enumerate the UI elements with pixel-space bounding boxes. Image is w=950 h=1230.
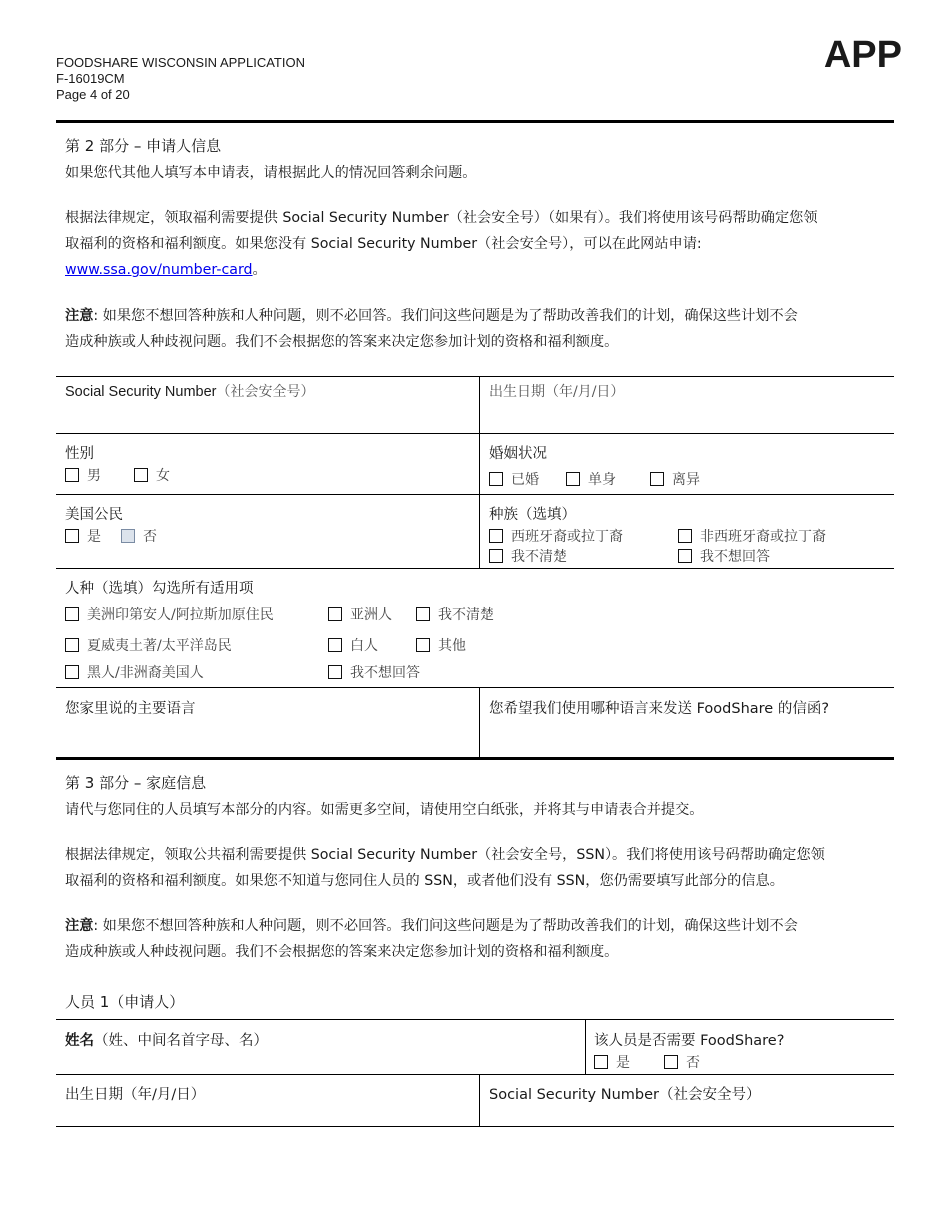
checkbox[interactable]	[416, 607, 430, 621]
note-label: 注意	[65, 918, 94, 934]
page-number: Page 4 of 20	[56, 87, 130, 102]
checkbox[interactable]	[65, 607, 79, 621]
checkbox[interactable]	[121, 529, 135, 543]
foodshare-option-no[interactable]	[664, 1052, 700, 1072]
ssn-link-end: 。	[252, 262, 267, 278]
app-badge: APP	[823, 34, 902, 76]
ssn-field-label: Social Security Number	[65, 384, 217, 400]
form-number: F-16019CM	[56, 71, 125, 86]
foodshare-question: 该人员是否需要 FoodShare?	[594, 1033, 785, 1049]
grid-vline	[479, 1074, 480, 1126]
option-label: 我不清楚	[511, 549, 567, 565]
section2-note	[65, 303, 890, 355]
option-label: 黑人/非洲裔美国人	[87, 665, 204, 681]
option-label: 我不想回答	[350, 665, 420, 681]
race-option-asian[interactable]	[328, 604, 392, 624]
option-label: 我不想回答	[700, 549, 770, 565]
section3-ssn-note	[65, 842, 890, 894]
note-label: 注意	[65, 308, 94, 324]
section-divider	[56, 120, 894, 123]
person-dob-field[interactable]: 出生日期（年/月/日）	[65, 1087, 206, 1103]
checkbox[interactable]	[566, 472, 580, 486]
note-text: : 如果您不想回答种族和人种问题，则不必回答。我们问这些问题是为了帮助改善我们的计划，确保这些计划不会	[93, 918, 798, 934]
checkbox[interactable]	[489, 549, 503, 563]
grid-line	[56, 433, 894, 434]
grid-vline	[479, 376, 480, 568]
section2-title: 第 2 部分 – 申请人信息	[65, 137, 222, 155]
grid-line	[56, 494, 894, 495]
note-text: : 如果您不想回答种族和人种问题，则不必回答。我们问这些问题是为了帮助改善我们的计划，确保这些计划不会	[93, 308, 798, 324]
checkbox[interactable]	[328, 607, 342, 621]
note-text: 造成种族或人种歧视问题。我们不会根据您的答案来决定您参加计划的资格和福利额度。	[65, 944, 619, 960]
ssn-note-line: 根据法律规定，领取福利需要提供 Social Security Number（社会安全号）（如果有）。我们将使用该号码帮助确定您领	[65, 210, 818, 226]
checkbox[interactable]	[328, 665, 342, 679]
option-label: 西班牙裔或拉丁裔	[511, 529, 623, 545]
race-option-hawaiian[interactable]	[65, 635, 232, 655]
ssn-field-cn: （社会安全号）	[216, 384, 315, 400]
option-label: 其他	[438, 638, 466, 654]
marital-option-single[interactable]	[566, 469, 616, 489]
citizen-label: 美国公民	[65, 507, 123, 523]
grid-line	[56, 376, 894, 377]
sex-option-male[interactable]	[65, 465, 101, 485]
ssn-field[interactable]	[65, 381, 315, 401]
option-label: 是	[616, 1055, 630, 1071]
ssn-note-line: 根据法律规定，领取公共福利需要提供 Social Security Number（社会安全号，SSN）。我们将使用该号码帮助确定您领	[65, 847, 825, 863]
section3-title: 第 3 部分 – 家庭信息	[65, 774, 207, 792]
citizen-option-no[interactable]	[121, 526, 157, 546]
ethnicity-option-unknown[interactable]	[489, 546, 567, 566]
home-language-field[interactable]: 您家里说的主要语言	[65, 701, 196, 717]
ssn-note-line: 取福利的资格和福利额度。如果您不知道与您同住人员的 SSN，或者他们没有 SSN，您仍需要填写此部分的信息。	[65, 873, 784, 889]
sex-option-female[interactable]	[134, 465, 170, 485]
checkbox[interactable]	[134, 468, 148, 482]
ethnicity-option-non-hispanic[interactable]	[678, 526, 826, 546]
section2-intro: 如果您代其他人填写本申请表，请根据此人的情况回答剩余问题。	[65, 165, 477, 181]
checkbox[interactable]	[65, 529, 79, 543]
ssn-note-line: 取福利的资格和福利额度。如果您没有 Social Security Number（社会安全号），可以在此网站申请:	[65, 236, 702, 252]
section3-intro: 请代与您同住的人员填写本部分的内容。如需更多空间，请使用空白纸张，并将其与申请表合并提交。	[65, 802, 704, 818]
option-label: 否	[143, 529, 157, 545]
option-label: 夏威夷土著/太平洋岛民	[87, 638, 232, 654]
marital-label: 婚姻状况	[489, 446, 547, 462]
person-1-title: 人员 1（申请人）	[65, 993, 185, 1011]
section2-ssn-note	[65, 205, 890, 283]
checkbox[interactable]	[489, 472, 503, 486]
name-field[interactable]	[65, 1029, 268, 1050]
grid-line	[56, 568, 894, 569]
checkbox[interactable]	[328, 638, 342, 652]
checkbox[interactable]	[65, 665, 79, 679]
citizen-option-yes[interactable]	[65, 526, 101, 546]
grid-vline	[479, 687, 480, 758]
option-label: 是	[87, 529, 101, 545]
marital-option-divorced[interactable]	[650, 469, 700, 489]
foodshare-option-yes[interactable]	[594, 1052, 630, 1072]
note-text: 造成种族或人种歧视问题。我们不会根据您的答案来决定您参加计划的资格和福利额度。	[65, 334, 619, 350]
race-option-native[interactable]	[65, 604, 274, 624]
checkbox[interactable]	[594, 1055, 608, 1069]
grid-line	[56, 1126, 894, 1127]
checkbox[interactable]	[65, 638, 79, 652]
checkbox[interactable]	[678, 529, 692, 543]
dob-field[interactable]: 出生日期（年/月/日）	[489, 384, 625, 400]
grid-line	[56, 1019, 894, 1020]
race-label: 人种（选填）勾选所有适用项	[65, 581, 254, 597]
ethnicity-option-hispanic[interactable]	[489, 526, 623, 546]
checkbox[interactable]	[664, 1055, 678, 1069]
ethnicity-option-decline[interactable]	[678, 546, 770, 566]
grid-vline	[585, 1019, 586, 1074]
option-label: 女	[156, 468, 170, 484]
option-label: 非西班牙裔或拉丁裔	[700, 529, 826, 545]
option-label: 已婚	[511, 472, 539, 488]
checkbox[interactable]	[489, 529, 503, 543]
option-label: 单身	[588, 472, 616, 488]
checkbox[interactable]	[678, 549, 692, 563]
option-label: 白人	[350, 638, 378, 654]
ethnicity-label: 种族（选填）	[489, 507, 576, 523]
form-header	[56, 55, 305, 103]
checkbox[interactable]	[416, 638, 430, 652]
race-option-unknown[interactable]	[416, 604, 494, 624]
race-option-black[interactable]	[65, 662, 204, 682]
section3-note	[65, 913, 890, 965]
name-hint: （姓、中间名首字母、名）	[94, 1033, 268, 1049]
option-label: 我不清楚	[438, 607, 494, 623]
option-label: 男	[87, 468, 101, 484]
option-label: 亚洲人	[350, 607, 392, 623]
name-label: 姓名	[65, 1033, 94, 1049]
grid-line	[56, 687, 894, 688]
marital-option-married[interactable]	[489, 469, 539, 489]
race-option-other[interactable]	[416, 635, 466, 655]
sex-label: 性别	[65, 446, 94, 462]
letter-language-field[interactable]: 您希望我们使用哪种语言来发送 FoodShare 的信函?	[489, 701, 830, 717]
checkbox[interactable]	[65, 468, 79, 482]
race-option-white[interactable]	[328, 635, 378, 655]
section-divider	[56, 757, 894, 760]
checkbox[interactable]	[650, 472, 664, 486]
ssa-link[interactable]: www.ssa.gov/number-card	[65, 262, 253, 278]
option-label: 离异	[672, 472, 700, 488]
option-label: 否	[686, 1055, 700, 1071]
grid-line	[56, 1074, 894, 1075]
option-label: 美洲印第安人/阿拉斯加原住民	[87, 607, 274, 623]
person-ssn-field[interactable]: Social Security Number（社会安全号）	[489, 1087, 761, 1103]
form-title: FOODSHARE WISCONSIN APPLICATION	[56, 55, 305, 70]
race-option-decline[interactable]	[328, 662, 420, 682]
